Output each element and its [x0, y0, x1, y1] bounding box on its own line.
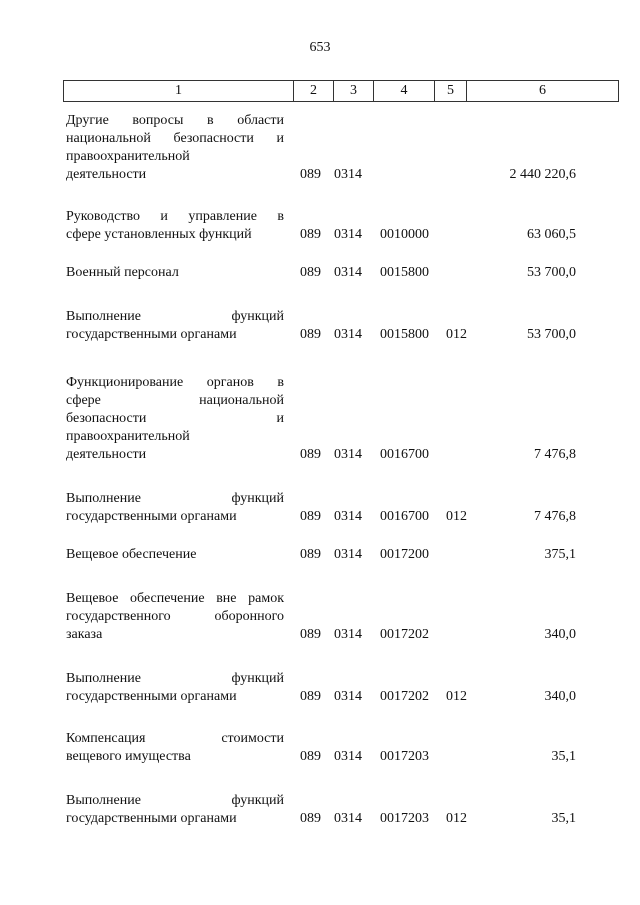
- cell-col-3: 0314: [334, 547, 362, 562]
- cell-col-6: 35,1: [551, 811, 576, 826]
- cell-col-5: 012: [446, 689, 467, 704]
- cell-col-4: 0017203: [380, 749, 429, 764]
- table-row: [66, 264, 626, 282]
- header-col-5: 5: [435, 81, 467, 101]
- description-line: государственными органами: [66, 327, 237, 342]
- cell-col-2: 089: [300, 227, 321, 242]
- cell-col-5: 012: [446, 509, 467, 524]
- cell-col-6: 63 060,5: [527, 227, 576, 242]
- row-values: [66, 508, 626, 526]
- row-values: [66, 626, 626, 644]
- cell-col-3: 0314: [334, 227, 362, 242]
- header-col-3: 3: [334, 81, 374, 101]
- cell-col-4: 0016700: [380, 447, 429, 462]
- cell-col-3: 0314: [334, 689, 362, 704]
- row-values: [66, 810, 626, 828]
- header-col-4: 4: [374, 81, 435, 101]
- header-col-6: 6: [539, 83, 546, 98]
- cell-col-4: 0017202: [380, 627, 429, 642]
- cell-col-2: 089: [300, 749, 321, 764]
- table-row: [66, 374, 626, 464]
- row-values: [66, 546, 626, 564]
- description-line: государственными органами: [66, 811, 237, 826]
- header-col-1: 1: [64, 81, 294, 101]
- description-line: Функционирование органов в: [66, 375, 284, 390]
- description-line: Военный персонал: [66, 265, 179, 280]
- table-row: [66, 670, 626, 706]
- description-line: Другие вопросы в области: [66, 113, 284, 128]
- description-line: сфере национальной: [66, 393, 284, 408]
- description-line: безопасности и: [66, 411, 284, 426]
- cell-col-2: 089: [300, 167, 321, 182]
- cell-col-3: 0314: [334, 265, 362, 280]
- cell-col-4: 0016700: [380, 509, 429, 524]
- cell-col-2: 089: [300, 327, 321, 342]
- row-values: [66, 226, 626, 244]
- description-line: деятельности: [66, 167, 147, 182]
- cell-col-6: 340,0: [544, 689, 576, 704]
- cell-col-2: 089: [300, 627, 321, 642]
- cell-col-5: 012: [446, 811, 467, 826]
- cell-col-3: 0314: [334, 749, 362, 764]
- cell-col-6: 7 476,8: [534, 509, 576, 524]
- table-row: [66, 546, 626, 564]
- cell-col-6: 35,1: [551, 749, 576, 764]
- description-line: Компенсация стоимости: [66, 731, 284, 746]
- description-line: Выполнение функций: [66, 793, 284, 808]
- header-col-2: 2: [294, 81, 334, 101]
- cell-col-6: 2 440 220,6: [509, 167, 576, 182]
- description-line: государственными органами: [66, 509, 237, 524]
- cell-col-2: 089: [300, 689, 321, 704]
- row-values: [66, 264, 626, 282]
- description-line: Выполнение функций: [66, 671, 284, 686]
- cell-col-3: 0314: [334, 811, 362, 826]
- table-row: [66, 490, 626, 526]
- table-header: [63, 80, 619, 102]
- page-number: 653: [309, 40, 331, 55]
- table-row: [66, 308, 626, 344]
- cell-col-4: 0015800: [380, 327, 429, 342]
- description-line: государственного оборонного: [66, 609, 284, 624]
- cell-col-5: 012: [446, 327, 467, 342]
- cell-col-6: 7 476,8: [534, 447, 576, 462]
- description-line: Руководство и управление в: [66, 209, 284, 224]
- cell-col-3: 0314: [334, 627, 362, 642]
- row-values: [66, 748, 626, 766]
- cell-col-3: 0314: [334, 509, 362, 524]
- description-line: заказа: [66, 627, 103, 642]
- description-line: Вещевое обеспечение: [66, 547, 197, 562]
- description-line: Вещевое обеспечение вне рамок: [66, 591, 284, 606]
- description-line: вещевого имущества: [66, 749, 191, 764]
- description-line: Выполнение функций: [66, 309, 284, 324]
- cell-col-6: 53 700,0: [527, 327, 576, 342]
- description-line: национальной безопасности и: [66, 131, 284, 146]
- cell-col-2: 089: [300, 265, 321, 280]
- cell-col-2: 089: [300, 811, 321, 826]
- cell-col-2: 089: [300, 509, 321, 524]
- cell-col-3: 0314: [334, 327, 362, 342]
- cell-col-2: 089: [300, 547, 321, 562]
- row-values: [66, 326, 626, 344]
- cell-col-4: 0017203: [380, 811, 429, 826]
- cell-col-6: 53 700,0: [527, 265, 576, 280]
- row-values: [66, 446, 626, 464]
- row-values: [66, 688, 626, 706]
- description-line: правоохранительной: [66, 149, 190, 164]
- description-line: Выполнение функций: [66, 491, 284, 506]
- cell-col-2: 089: [300, 447, 321, 462]
- cell-col-4: 0015800: [380, 265, 429, 280]
- table-row: [66, 112, 626, 184]
- cell-col-3: 0314: [334, 447, 362, 462]
- description-line: сфере установленных функций: [66, 227, 252, 242]
- table-row: [66, 792, 626, 828]
- description-line: деятельности: [66, 447, 147, 462]
- description-line: правоохранительной: [66, 429, 190, 444]
- table-row: [66, 730, 626, 766]
- description-line: государственными органами: [66, 689, 237, 704]
- cell-col-4: 0017202: [380, 689, 429, 704]
- row-values: [66, 166, 626, 184]
- cell-col-6: 375,1: [544, 547, 576, 562]
- cell-col-4: 0010000: [380, 227, 429, 242]
- table-row: [66, 590, 626, 644]
- cell-col-3: 0314: [334, 167, 362, 182]
- cell-col-6: 340,0: [544, 627, 576, 642]
- table-row: [66, 208, 626, 244]
- cell-col-4: 0017200: [380, 547, 429, 562]
